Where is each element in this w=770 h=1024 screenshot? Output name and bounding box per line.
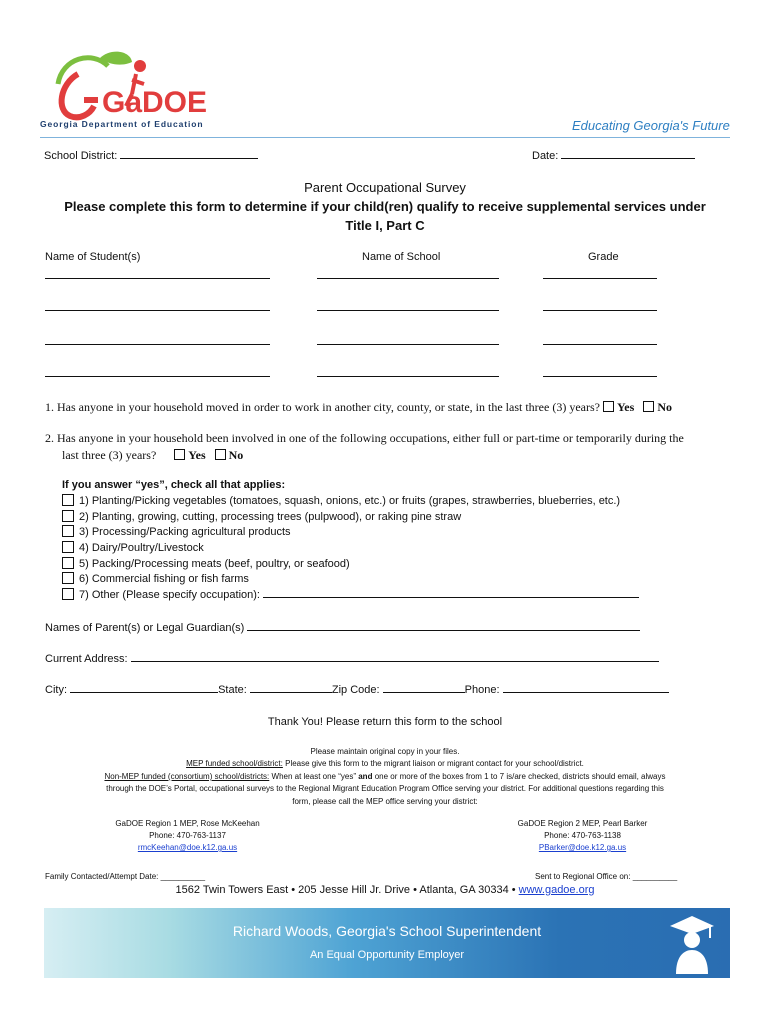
occupation-option-6[interactable] bbox=[62, 572, 249, 588]
occupation-checkbox[interactable] bbox=[62, 557, 74, 569]
date-line[interactable] bbox=[561, 158, 695, 159]
question-1 bbox=[45, 399, 735, 415]
date-field[interactable] bbox=[532, 150, 695, 162]
occupation-checkbox[interactable] bbox=[62, 588, 74, 600]
q1-yes-label: Yes bbox=[616, 400, 635, 414]
region2-name: GaDOE Region 2 MEP, Pearl Barker bbox=[517, 819, 648, 828]
sent-regional-field[interactable]: Sent to Regional Office on: __________ bbox=[535, 872, 678, 881]
occupation-checkbox[interactable] bbox=[62, 494, 74, 506]
school-district-line[interactable] bbox=[120, 158, 258, 159]
school-name-line[interactable] bbox=[317, 310, 499, 311]
banner-superintendent: Richard Woods, Georgia's School Superintendent bbox=[232, 923, 542, 939]
school-district-field[interactable] bbox=[44, 150, 258, 162]
region2-email-link[interactable]: PBarker@doe.k12.ga.us bbox=[538, 843, 627, 852]
school-name-line[interactable] bbox=[317, 376, 499, 377]
nonmep-note-and: and bbox=[358, 772, 373, 781]
parents-label: Names of Parent(s) or Legal Guardian(s) bbox=[45, 622, 245, 634]
occupations-heading: If you answer “yes”, check all that applies: bbox=[62, 479, 286, 491]
occupation-label: 7) Other (Please specify occupation): bbox=[79, 589, 260, 601]
student-name-line[interactable] bbox=[45, 344, 270, 345]
mep-note bbox=[0, 758, 770, 770]
school-name-line[interactable] bbox=[317, 344, 499, 345]
grade-line[interactable] bbox=[543, 310, 657, 311]
school-name-line[interactable] bbox=[317, 278, 499, 279]
city-label: City: bbox=[45, 684, 67, 696]
occupation-checkbox[interactable] bbox=[62, 525, 74, 537]
occupation-option-1[interactable] bbox=[62, 494, 620, 510]
website-link[interactable]: www.gadoe.org bbox=[518, 884, 595, 896]
footer-address-line bbox=[0, 884, 770, 896]
student-name-line[interactable] bbox=[45, 278, 270, 279]
zip-label: Zip Code: bbox=[331, 684, 380, 696]
superintendent-banner bbox=[44, 908, 730, 978]
address-label: Current Address: bbox=[45, 653, 128, 665]
q1-yes-checkbox[interactable] bbox=[603, 401, 614, 412]
question-2 bbox=[45, 430, 735, 446]
other-occupation-line[interactable] bbox=[263, 597, 639, 598]
student-name-line[interactable] bbox=[45, 376, 270, 377]
region2-contact bbox=[475, 818, 690, 854]
city-line[interactable] bbox=[70, 692, 218, 693]
region1-name: GaDOE Region 1 MEP, Rose McKeehan bbox=[115, 819, 260, 828]
mep-note-label: MEP funded school/district: bbox=[186, 759, 283, 768]
grade-column-header: Grade bbox=[588, 251, 619, 263]
parents-field[interactable] bbox=[45, 622, 640, 634]
address-line[interactable] bbox=[131, 661, 659, 662]
question-2-text: Has anyone in your household been involved in one of the following occupations, either full or part-time or temporarily during the bbox=[57, 431, 684, 445]
q1-no-checkbox[interactable] bbox=[643, 401, 654, 412]
tagline: Educating Georgia's Future bbox=[572, 118, 730, 133]
occupation-label: 6) Commercial fishing or fish farms bbox=[79, 573, 249, 585]
phone-line[interactable] bbox=[503, 692, 669, 693]
nonmep-note-line2: through the DOE’s Portal, occupational surveys to the Regional Migrant Education Program Office serving your district. For additional questions regarding this bbox=[106, 784, 664, 793]
state-line[interactable] bbox=[250, 692, 332, 693]
q1-no-label: No bbox=[657, 400, 672, 414]
header-divider bbox=[40, 137, 730, 138]
nonmep-note bbox=[0, 771, 770, 783]
nonmep-note-line3: form, please call the MEP office serving your district: bbox=[292, 797, 478, 806]
occupation-label: 2) Planting, growing, cutting, processing trees (pulpwood), or raking pine straw bbox=[79, 511, 462, 523]
question-1-number: 1. bbox=[45, 400, 54, 414]
question-1-text: Has anyone in your household moved in order to work in another city, county, or state, in the last three (3) years? bbox=[57, 400, 600, 414]
grade-line[interactable] bbox=[543, 278, 657, 279]
occupation-label: 3) Processing/Packing agricultural products bbox=[79, 526, 291, 538]
occupation-checkbox[interactable] bbox=[62, 572, 74, 584]
occupation-checkbox[interactable] bbox=[62, 541, 74, 553]
banner-equal-opportunity: An Equal Opportunity Employer bbox=[309, 949, 465, 961]
occupation-label: 4) Dairy/Poultry/Livestock bbox=[79, 542, 204, 554]
occupation-option-5[interactable] bbox=[62, 557, 350, 573]
occupation-label: 1) Planting/Picking vegetables (tomatoes, squash, onions, etc.) or fruits (grapes, strawberries, blueberries, etc.) bbox=[79, 495, 621, 507]
occupation-checkbox[interactable] bbox=[62, 510, 74, 522]
grade-line[interactable] bbox=[543, 344, 657, 345]
region1-email-link[interactable]: rmcKeehan@doe.k12.ga.us bbox=[137, 843, 238, 852]
nonmep-note-text1: When at least one “yes” bbox=[271, 772, 356, 781]
q2-no-label: No bbox=[228, 448, 244, 462]
occupation-option-2[interactable] bbox=[62, 510, 461, 526]
date-label: Date: bbox=[532, 150, 559, 162]
form-instructions: Please complete this form to determine if your child(ren) qualify to receive supplemental services under bbox=[64, 199, 706, 214]
family-contacted-field[interactable]: Family Contacted/Attempt Date: __________ bbox=[45, 872, 206, 881]
school-district-label: School District: bbox=[44, 150, 118, 162]
city-state-zip-phone-row bbox=[45, 684, 669, 696]
school-column-header: Name of School bbox=[362, 251, 441, 263]
question-2-line2 bbox=[62, 447, 243, 463]
parents-line[interactable] bbox=[247, 630, 640, 631]
student-name-line[interactable] bbox=[45, 310, 270, 311]
form-title: Parent Occupational Survey bbox=[304, 180, 466, 195]
question-2-number: 2. bbox=[45, 431, 54, 445]
nonmep-note-label: Non-MEP funded (consortium) school/districts: bbox=[104, 772, 270, 781]
occupation-option-3[interactable] bbox=[62, 525, 291, 541]
grade-line[interactable] bbox=[543, 376, 657, 377]
logo-subtitle: Georgia Department of Education bbox=[40, 119, 204, 129]
logo-wordmark: GaDOE bbox=[102, 86, 208, 119]
occupation-label: 5) Packing/Processing meats (beef, poultry, or seafood) bbox=[79, 558, 350, 570]
q2-no-checkbox[interactable] bbox=[215, 449, 226, 460]
maintain-note: Please maintain original copy in your files. bbox=[310, 747, 460, 756]
region1-contact bbox=[80, 818, 295, 854]
state-label: State: bbox=[218, 684, 247, 696]
graduate-icon bbox=[666, 912, 716, 974]
phone-label: Phone: bbox=[464, 684, 500, 696]
zip-line[interactable] bbox=[383, 692, 465, 693]
occupation-option-4[interactable] bbox=[62, 541, 204, 557]
q2-yes-checkbox[interactable] bbox=[174, 449, 185, 460]
address-field[interactable] bbox=[45, 653, 659, 665]
region1-phone: Phone: 470-763-1137 bbox=[149, 831, 226, 840]
footer-address: 1562 Twin Towers East • 205 Jesse Hill Jr. Drive • Atlanta, GA 30334 • bbox=[175, 884, 516, 896]
occupation-option-7[interactable] bbox=[62, 588, 639, 604]
student-column-header: Name of Student(s) bbox=[45, 251, 141, 263]
form-subtitle: Title I, Part C bbox=[345, 218, 425, 233]
mep-note-text: Please give this form to the migrant liaison or migrant contact for your school/district. bbox=[285, 759, 584, 768]
nonmep-note-text2: one or more of the boxes from 1 to 7 is/are checked, districts should email, always bbox=[374, 772, 666, 781]
region2-phone: Phone: 470-763-1138 bbox=[544, 831, 621, 840]
question-2-text-cont: last three (3) years? bbox=[62, 448, 157, 462]
thank-you-note: Thank You! Please return this form to the school bbox=[267, 716, 503, 728]
q2-yes-label: Yes bbox=[188, 448, 206, 462]
